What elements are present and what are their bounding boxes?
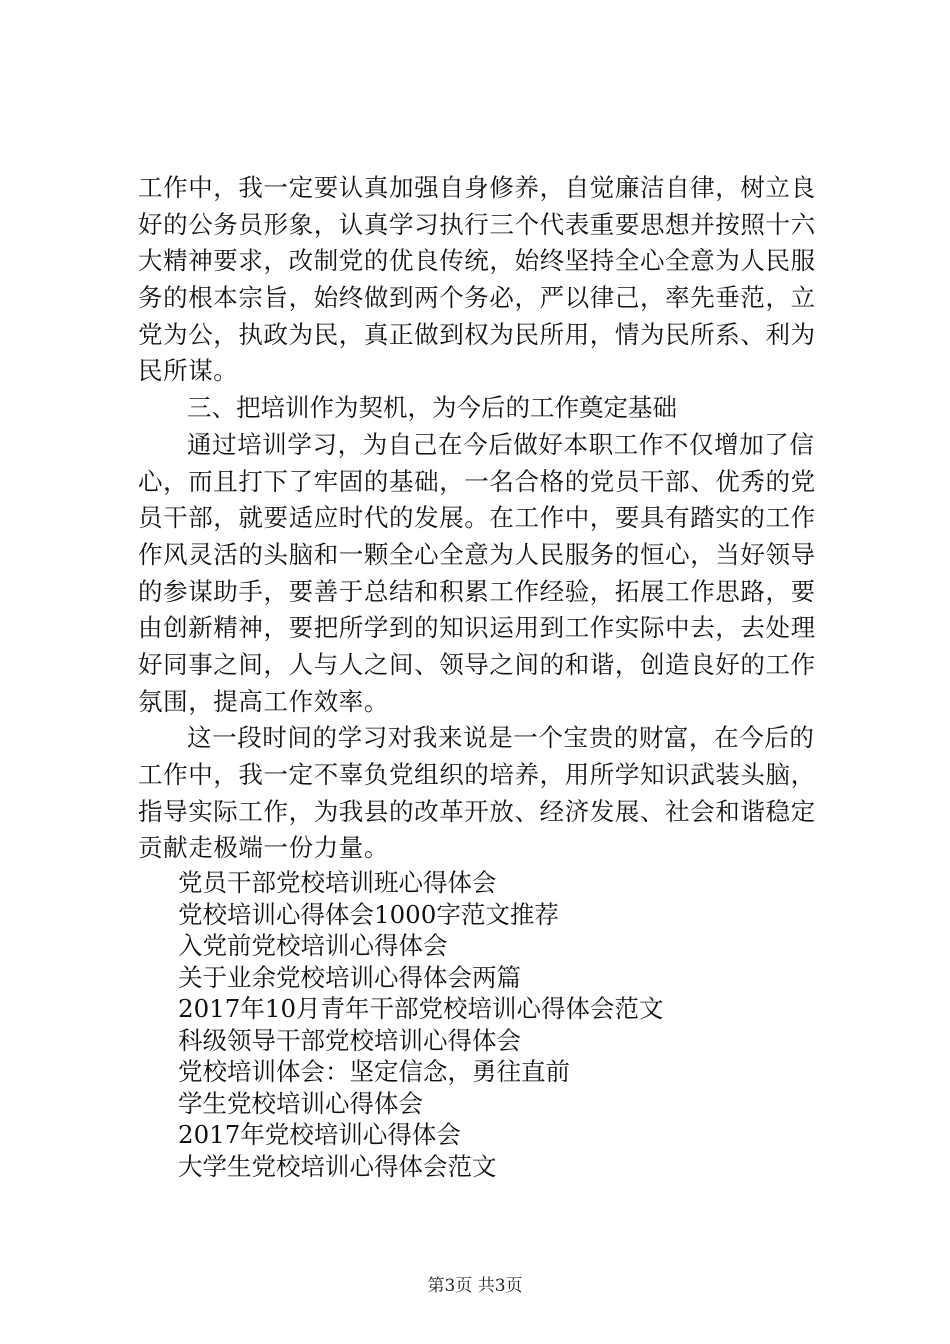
related-article-link[interactable]: 科级领导干部党校培训心得体会 <box>178 1025 521 1055</box>
related-article-link[interactable]: 学生党校培训心得体会 <box>178 1088 423 1118</box>
text-line: 好同事之间，人与人之间、领导之间的和谐，创造良好的工作 <box>138 649 816 679</box>
text-line: 指导实际工作，为我县的改革开放、经济发展、社会和谐稳定 <box>138 796 816 826</box>
text-line: 工作中，我一定要认真加强自身修养，自觉廉洁自律，树立良 <box>138 173 816 202</box>
text-line: 这一段时间的学习对我来说是一个宝贵的财富，在今后的 <box>187 723 815 753</box>
text-line: 民所谋。 <box>138 356 239 386</box>
text-line: 员干部，就要适应时代的发展。在工作中，要具有踏实的工作 <box>138 503 816 533</box>
paragraph-training-foundation <box>138 427 838 721</box>
related-article-link[interactable]: 关于业余党校培训心得体会两篇 <box>178 962 521 992</box>
related-article-link[interactable]: 入党前党校培训心得体会 <box>178 931 448 961</box>
document-body <box>138 170 838 1182</box>
text-line: 通过培训学习，为自己在今后做好本职工作不仅增加了信 <box>187 429 815 459</box>
related-article-link[interactable]: 2017年党校培训心得体会 <box>178 1120 461 1150</box>
paragraph-conclusion <box>138 720 838 867</box>
related-articles-list <box>138 867 838 1182</box>
related-article-link[interactable]: 党员干部党校培训班心得体会 <box>178 868 497 898</box>
text-line: 贡献走极端一份力量。 <box>138 833 389 863</box>
text-line: 大精神要求，改制党的优良传统，始终坚持全心全意为人民服 <box>138 246 816 276</box>
section-heading-3: 三、把培训作为契机，为今后的工作奠定基础 <box>187 393 677 423</box>
text-line: 氛围，提高工作效率。 <box>138 686 389 716</box>
text-line: 好的公务员形象，认真学习执行三个代表重要思想并按照十六 <box>138 209 816 239</box>
text-line: 工作中，我一定不辜负党组织的培养，用所学知识武装头脑， <box>138 760 816 790</box>
text-line: 心，而且打下了牢固的基础，一名合格的党员干部、优秀的党 <box>138 466 816 496</box>
related-article-link[interactable]: 党校培训心得体会1000字范文推荐 <box>178 899 559 929</box>
text-line: 党为公，执政为民，真正做到权为民所用，情为民所系、利为 <box>138 319 816 349</box>
text-line: 的参谋助手，要善于总结和积累工作经验，拓展工作思路，要 <box>138 576 816 606</box>
related-article-link[interactable]: 党校培训体会：坚定信念，勇往直前 <box>178 1057 570 1087</box>
text-line: 由创新精神，要把所学到的知识运用到工作实际中去，去处理 <box>138 613 816 643</box>
paragraph-commitment <box>138 170 838 390</box>
related-article-link[interactable]: 大学生党校培训心得体会范文 <box>178 1151 497 1181</box>
page-number-footer: 第3页 共3页 <box>427 1276 523 1296</box>
related-article-link[interactable]: 2017年10月青年干部党校培训心得体会范文 <box>178 994 664 1024</box>
text-line: 务的根本宗旨，始终做到两个务必，严以律己，率先垂范，立 <box>138 283 816 313</box>
text-line: 作风灵活的头脑和一颗全心全意为人民服务的恒心，当好领导 <box>138 539 816 569</box>
